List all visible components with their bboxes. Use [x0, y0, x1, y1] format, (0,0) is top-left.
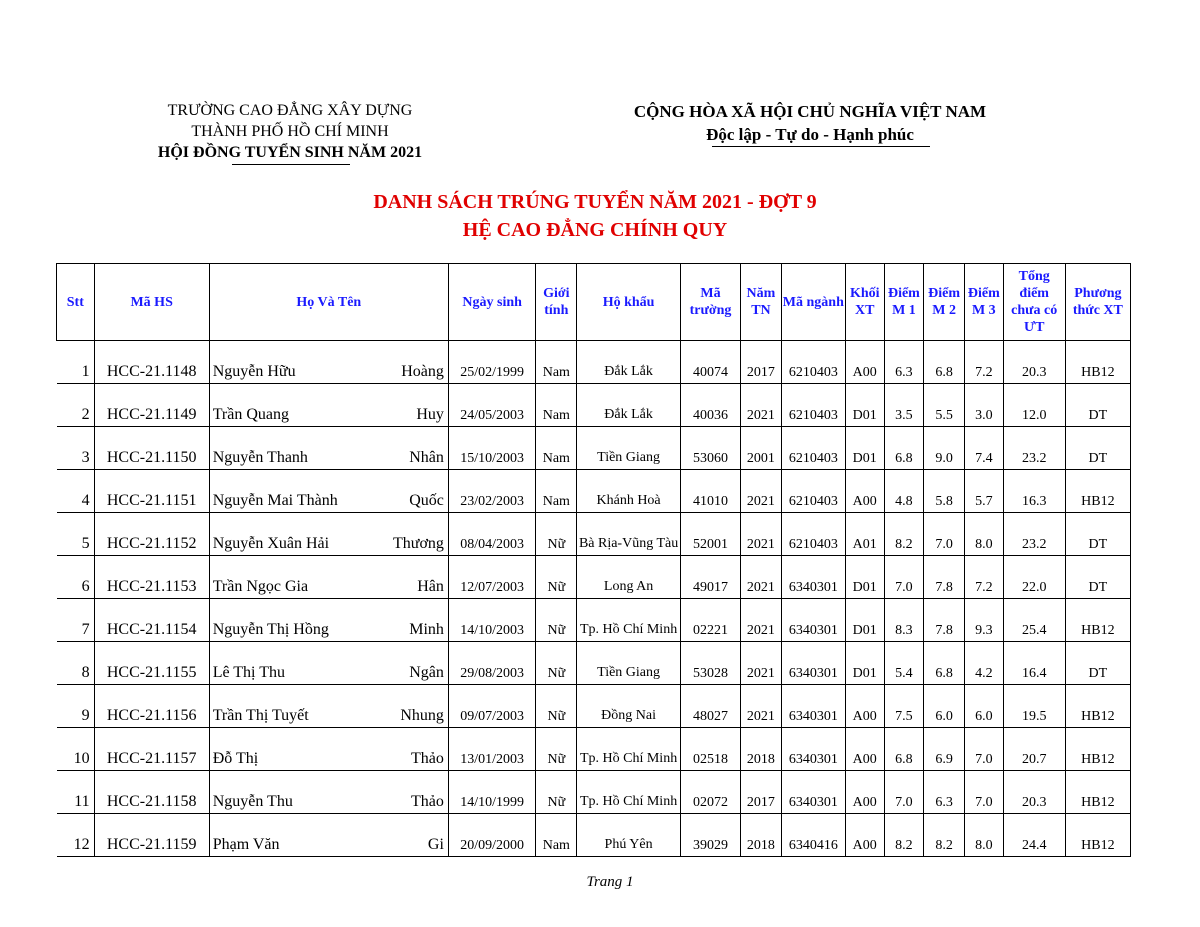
- cell-stt: 10: [57, 728, 95, 771]
- table-row: [57, 341, 1131, 384]
- cell-diem-m1: 5.4: [884, 642, 924, 685]
- cell-diem-m2: 7.8: [924, 599, 965, 642]
- cell-diem-m1: 6.8: [884, 728, 924, 771]
- cell-diem-m3: 7.2: [964, 341, 1003, 384]
- cell-ten: Quốc: [376, 470, 448, 513]
- cell-diem-m1: 7.5: [884, 685, 924, 728]
- table-row: [57, 556, 1131, 599]
- cell-nam-tn: 2021: [741, 685, 782, 728]
- cell-nam-tn: 2021: [741, 384, 782, 427]
- cell-khoi: D01: [845, 427, 884, 470]
- cell-ho-khau: Tiền Giang: [577, 642, 681, 685]
- cell-diem-m1: 8.2: [884, 513, 924, 556]
- cell-phuong-thuc: DT: [1065, 513, 1130, 556]
- cell-khoi: A01: [845, 513, 884, 556]
- cell-gioi-tinh: Nam: [536, 427, 577, 470]
- cell-ma-hs: HCC-21.1148: [94, 341, 209, 384]
- cell-diem-m1: 4.8: [884, 470, 924, 513]
- cell-diem-m3: 3.0: [964, 384, 1003, 427]
- cell-ngay-sinh: 20/09/2000: [448, 814, 536, 857]
- cell-ngay-sinh: 13/01/2003: [448, 728, 536, 771]
- cell-ho-dem: Nguyễn Hữu: [209, 341, 376, 384]
- cell-diem-m3: 8.0: [964, 814, 1003, 857]
- header-gioi-tinh: Giới tính: [536, 264, 577, 341]
- table-row: [57, 771, 1131, 814]
- cell-ho-dem: Nguyễn Thanh: [209, 427, 376, 470]
- cell-diem-m2: 7.0: [924, 513, 965, 556]
- header-diem-m3: Điểm M 3: [964, 264, 1003, 341]
- cell-diem-m1: 7.0: [884, 556, 924, 599]
- cell-phuong-thuc: HB12: [1065, 599, 1130, 642]
- cell-diem-m2: 5.8: [924, 470, 965, 513]
- divider: [232, 164, 350, 165]
- cell-khoi: A00: [845, 728, 884, 771]
- cell-diem-m2: 6.9: [924, 728, 965, 771]
- cell-ma-hs: HCC-21.1156: [94, 685, 209, 728]
- cell-ten: Nhung: [376, 685, 448, 728]
- cell-ma-truong: 40036: [681, 384, 741, 427]
- cell-khoi: A00: [845, 470, 884, 513]
- divider: [712, 146, 930, 147]
- cell-ho-khau: Tp. Hồ Chí Minh: [577, 771, 681, 814]
- cell-diem-m1: 6.3: [884, 341, 924, 384]
- cell-khoi: A00: [845, 685, 884, 728]
- cell-ten: Thảo: [376, 771, 448, 814]
- cell-diem-m2: 7.8: [924, 556, 965, 599]
- cell-ten: Nhân: [376, 427, 448, 470]
- cell-phuong-thuc: HB12: [1065, 771, 1130, 814]
- header-phuong-thuc: Phương thức XT: [1065, 264, 1130, 341]
- cell-ngay-sinh: 12/07/2003: [448, 556, 536, 599]
- table-row: [57, 728, 1131, 771]
- cell-phuong-thuc: DT: [1065, 427, 1130, 470]
- cell-ten: Thương: [376, 513, 448, 556]
- cell-stt: 7: [57, 599, 95, 642]
- cell-ho-dem: Nguyễn Thị Hồng: [209, 599, 376, 642]
- header-tong-diem: Tổng điểm chưa có ƯT: [1003, 264, 1065, 341]
- national-header: [600, 100, 1020, 146]
- cell-gioi-tinh: Nam: [536, 814, 577, 857]
- cell-ma-truong: 40074: [681, 341, 741, 384]
- cell-ma-nganh: 6340416: [781, 814, 845, 857]
- cell-ma-truong: 53060: [681, 427, 741, 470]
- cell-gioi-tinh: Nam: [536, 470, 577, 513]
- cell-tong-diem: 19.5: [1003, 685, 1065, 728]
- cell-ten: Hoàng: [376, 341, 448, 384]
- cell-diem-m2: 8.2: [924, 814, 965, 857]
- header-nam-tn: Năm TN: [741, 264, 782, 341]
- cell-nam-tn: 2017: [741, 341, 782, 384]
- cell-ma-nganh: 6340301: [781, 771, 845, 814]
- cell-ma-truong: 41010: [681, 470, 741, 513]
- cell-ma-truong: 49017: [681, 556, 741, 599]
- cell-tong-diem: 12.0: [1003, 384, 1065, 427]
- table-row: [57, 599, 1131, 642]
- cell-ho-khau: Tiền Giang: [577, 427, 681, 470]
- cell-ma-nganh: 6340301: [781, 728, 845, 771]
- cell-gioi-tinh: Nữ: [536, 556, 577, 599]
- cell-khoi: A00: [845, 341, 884, 384]
- cell-diem-m2: 6.8: [924, 642, 965, 685]
- cell-stt: 8: [57, 642, 95, 685]
- cell-tong-diem: 23.2: [1003, 513, 1065, 556]
- school-name: TRƯỜNG CAO ĐẲNG XÂY DỰNG: [167, 102, 413, 119]
- cell-tong-diem: 16.3: [1003, 470, 1065, 513]
- cell-nam-tn: 2018: [741, 814, 782, 857]
- cell-gioi-tinh: Nữ: [536, 771, 577, 814]
- table-row: [57, 685, 1131, 728]
- cell-khoi: D01: [845, 642, 884, 685]
- cell-diem-m2: 6.8: [924, 341, 965, 384]
- cell-tong-diem: 20.7: [1003, 728, 1065, 771]
- cell-ho-dem: Trần Thị Tuyết: [209, 685, 376, 728]
- cell-gioi-tinh: Nữ: [536, 728, 577, 771]
- header-ho-khau: Hộ khẩu: [577, 264, 681, 341]
- cell-diem-m3: 8.0: [964, 513, 1003, 556]
- cell-stt: 5: [57, 513, 95, 556]
- cell-ho-khau: Đắk Lắk: [577, 384, 681, 427]
- cell-diem-m3: 7.0: [964, 771, 1003, 814]
- cell-ma-nganh: 6210403: [781, 384, 845, 427]
- cell-stt: 3: [57, 427, 95, 470]
- cell-diem-m1: 8.2: [884, 814, 924, 857]
- cell-phuong-thuc: DT: [1065, 642, 1130, 685]
- cell-ho-khau: Đắk Lắk: [577, 341, 681, 384]
- admission-table: [56, 263, 1131, 857]
- cell-ngay-sinh: 25/02/1999: [448, 341, 536, 384]
- cell-ten: Ngân: [376, 642, 448, 685]
- cell-ho-dem: Lê Thị Thu: [209, 642, 376, 685]
- cell-ma-truong: 39029: [681, 814, 741, 857]
- table-row: [57, 513, 1131, 556]
- cell-khoi: D01: [845, 384, 884, 427]
- cell-ngay-sinh: 09/07/2003: [448, 685, 536, 728]
- cell-phuong-thuc: HB12: [1065, 814, 1130, 857]
- cell-ma-nganh: 6340301: [781, 599, 845, 642]
- cell-phuong-thuc: HB12: [1065, 685, 1130, 728]
- cell-diem-m3: 7.0: [964, 728, 1003, 771]
- cell-ma-hs: HCC-21.1159: [94, 814, 209, 857]
- header-khoi-xt: Khối XT: [845, 264, 884, 341]
- cell-tong-diem: 20.3: [1003, 341, 1065, 384]
- cell-ma-truong: 02072: [681, 771, 741, 814]
- cell-ma-nganh: 6210403: [781, 341, 845, 384]
- cell-ten: Minh: [376, 599, 448, 642]
- cell-diem-m3: 7.2: [964, 556, 1003, 599]
- header-ngay-sinh: Ngày sinh: [448, 264, 536, 341]
- cell-ngay-sinh: 24/05/2003: [448, 384, 536, 427]
- cell-ma-truong: 48027: [681, 685, 741, 728]
- document-subtitle: HỆ CAO ĐẲNG CHÍNH QUY: [462, 219, 728, 241]
- cell-ngay-sinh: 29/08/2003: [448, 642, 536, 685]
- cell-ma-truong: 02221: [681, 599, 741, 642]
- cell-tong-diem: 20.3: [1003, 771, 1065, 814]
- cell-khoi: D01: [845, 599, 884, 642]
- header-ho-ten: Họ Và Tên: [209, 264, 448, 341]
- cell-ho-dem: Nguyễn Mai Thành: [209, 470, 376, 513]
- cell-nam-tn: 2021: [741, 556, 782, 599]
- cell-diem-m1: 7.0: [884, 771, 924, 814]
- cell-phuong-thuc: HB12: [1065, 470, 1130, 513]
- national-title: CỘNG HÒA XÃ HỘI CHỦ NGHĨA VIỆT NAM: [633, 102, 987, 121]
- cell-ma-hs: HCC-21.1158: [94, 771, 209, 814]
- cell-ma-hs: HCC-21.1153: [94, 556, 209, 599]
- cell-ngay-sinh: 08/04/2003: [448, 513, 536, 556]
- cell-ten: Thảo: [376, 728, 448, 771]
- cell-ma-truong: 02518: [681, 728, 741, 771]
- cell-ma-hs: HCC-21.1151: [94, 470, 209, 513]
- cell-diem-m1: 8.3: [884, 599, 924, 642]
- cell-stt: 2: [57, 384, 95, 427]
- cell-ma-hs: HCC-21.1157: [94, 728, 209, 771]
- cell-stt: 9: [57, 685, 95, 728]
- cell-stt: 6: [57, 556, 95, 599]
- cell-diem-m2: 6.0: [924, 685, 965, 728]
- cell-tong-diem: 25.4: [1003, 599, 1065, 642]
- cell-nam-tn: 2021: [741, 513, 782, 556]
- cell-ma-hs: HCC-21.1154: [94, 599, 209, 642]
- cell-ho-dem: Đỗ Thị: [209, 728, 376, 771]
- cell-diem-m1: 6.8: [884, 427, 924, 470]
- header-diem-m2: Điểm M 2: [924, 264, 965, 341]
- cell-diem-m3: 7.4: [964, 427, 1003, 470]
- cell-ma-nganh: 6340301: [781, 642, 845, 685]
- cell-diem-m3: 5.7: [964, 470, 1003, 513]
- cell-ma-hs: HCC-21.1155: [94, 642, 209, 685]
- cell-diem-m2: 6.3: [924, 771, 965, 814]
- document-title: DANH SÁCH TRÚNG TUYỂN NĂM 2021 - ĐỢT 9: [373, 191, 817, 213]
- cell-ngay-sinh: 23/02/2003: [448, 470, 536, 513]
- cell-phuong-thuc: DT: [1065, 384, 1130, 427]
- cell-tong-diem: 22.0: [1003, 556, 1065, 599]
- cell-ho-dem: Trần Quang: [209, 384, 376, 427]
- cell-ma-nganh: 6340301: [781, 685, 845, 728]
- cell-nam-tn: 2001: [741, 427, 782, 470]
- cell-ho-dem: Nguyễn Thu: [209, 771, 376, 814]
- cell-nam-tn: 2021: [741, 470, 782, 513]
- cell-phuong-thuc: HB12: [1065, 341, 1130, 384]
- cell-diem-m1: 3.5: [884, 384, 924, 427]
- cell-ho-dem: Trần Ngọc Gia: [209, 556, 376, 599]
- table-row: [57, 814, 1131, 857]
- cell-ho-khau: Đồng Nai: [577, 685, 681, 728]
- cell-ten: Huy: [376, 384, 448, 427]
- cell-ho-khau: Tp. Hồ Chí Minh: [577, 599, 681, 642]
- cell-ma-hs: HCC-21.1149: [94, 384, 209, 427]
- header-ma-hs: Mã HS: [94, 264, 209, 341]
- cell-gioi-tinh: Nữ: [536, 685, 577, 728]
- cell-ngay-sinh: 14/10/2003: [448, 599, 536, 642]
- cell-ho-khau: Tp. Hồ Chí Minh: [577, 728, 681, 771]
- header-ma-truong: Mã trường: [681, 264, 741, 341]
- cell-ho-khau: Phú Yên: [577, 814, 681, 857]
- cell-ten: Hân: [376, 556, 448, 599]
- header-ma-nganh: Mã ngành: [781, 264, 845, 341]
- table-header-row: [57, 264, 1131, 341]
- page-number: Trang 1: [586, 874, 634, 890]
- cell-stt: 1: [57, 341, 95, 384]
- table-body: [57, 341, 1131, 857]
- cell-khoi: A00: [845, 771, 884, 814]
- cell-ho-khau: Long An: [577, 556, 681, 599]
- table-row: [57, 470, 1131, 513]
- cell-ho-dem: Phạm Văn: [209, 814, 376, 857]
- cell-ngay-sinh: 15/10/2003: [448, 427, 536, 470]
- cell-gioi-tinh: Nam: [536, 384, 577, 427]
- cell-ma-truong: 52001: [681, 513, 741, 556]
- cell-ho-khau: Bà Rịa-Vũng Tàu: [577, 513, 681, 556]
- cell-ma-nganh: 6340301: [781, 556, 845, 599]
- cell-nam-tn: 2017: [741, 771, 782, 814]
- national-motto: Độc lập - Tự do - Hạnh phúc: [706, 125, 914, 144]
- cell-ho-khau: Khánh Hoà: [577, 470, 681, 513]
- cell-ma-hs: HCC-21.1150: [94, 427, 209, 470]
- cell-khoi: D01: [845, 556, 884, 599]
- cell-tong-diem: 24.4: [1003, 814, 1065, 857]
- cell-nam-tn: 2021: [741, 599, 782, 642]
- cell-phuong-thuc: HB12: [1065, 728, 1130, 771]
- cell-ma-nganh: 6210403: [781, 470, 845, 513]
- council-name: HỘI ĐỒNG TUYỂN SINH NĂM 2021: [157, 144, 423, 161]
- cell-diem-m3: 4.2: [964, 642, 1003, 685]
- header-diem-m1: Điểm M 1: [884, 264, 924, 341]
- table-row: [57, 427, 1131, 470]
- cell-tong-diem: 23.2: [1003, 427, 1065, 470]
- cell-nam-tn: 2018: [741, 728, 782, 771]
- cell-ma-nganh: 6210403: [781, 427, 845, 470]
- cell-ma-truong: 53028: [681, 642, 741, 685]
- cell-stt: 11: [57, 771, 95, 814]
- cell-diem-m3: 6.0: [964, 685, 1003, 728]
- cell-ma-hs: HCC-21.1152: [94, 513, 209, 556]
- cell-stt: 12: [57, 814, 95, 857]
- table-row: [57, 384, 1131, 427]
- cell-diem-m3: 9.3: [964, 599, 1003, 642]
- cell-nam-tn: 2021: [741, 642, 782, 685]
- cell-gioi-tinh: Nam: [536, 341, 577, 384]
- header-stt: Stt: [57, 264, 95, 341]
- school-header: [120, 100, 460, 163]
- table-row: [57, 642, 1131, 685]
- cell-tong-diem: 16.4: [1003, 642, 1065, 685]
- cell-diem-m2: 5.5: [924, 384, 965, 427]
- cell-stt: 4: [57, 470, 95, 513]
- cell-ho-dem: Nguyễn Xuân Hải: [209, 513, 376, 556]
- cell-gioi-tinh: Nữ: [536, 642, 577, 685]
- cell-khoi: A00: [845, 814, 884, 857]
- cell-phuong-thuc: DT: [1065, 556, 1130, 599]
- cell-ngay-sinh: 14/10/1999: [448, 771, 536, 814]
- cell-gioi-tinh: Nữ: [536, 599, 577, 642]
- cell-diem-m2: 9.0: [924, 427, 965, 470]
- school-city: THÀNH PHỐ HỒ CHÍ MINH: [191, 123, 389, 140]
- cell-gioi-tinh: Nữ: [536, 513, 577, 556]
- cell-ten: Gi: [376, 814, 448, 857]
- cell-ma-nganh: 6210403: [781, 513, 845, 556]
